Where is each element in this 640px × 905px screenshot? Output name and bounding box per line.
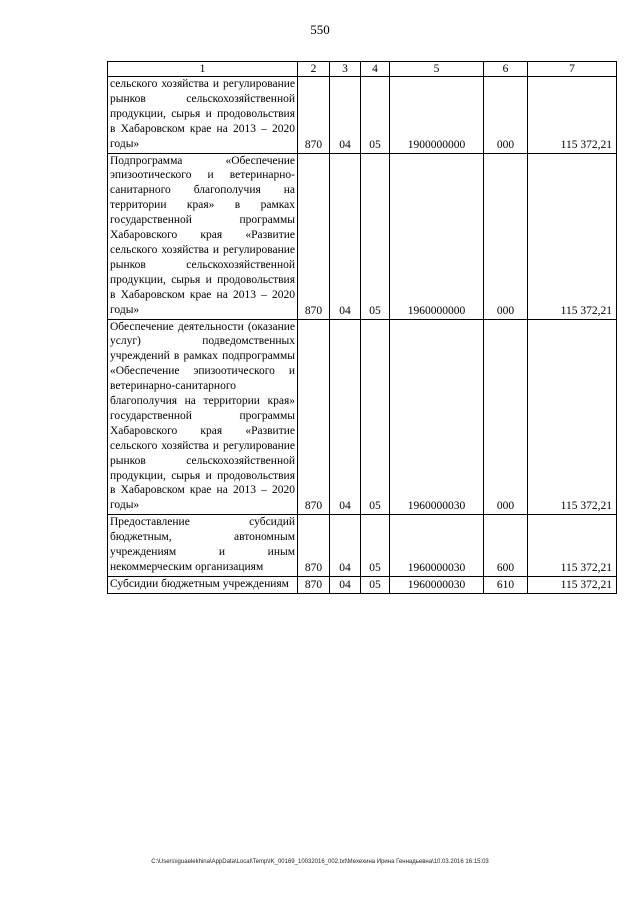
table-row	[108, 576, 617, 593]
page-number: 550	[310, 22, 330, 37]
cell-type: 000	[484, 153, 528, 319]
cell-target: 1900000000	[390, 77, 484, 154]
column-header: 7	[528, 62, 617, 77]
column-header: 2	[298, 62, 330, 77]
row-name: Подпрограмма «Обеспечение эпизоотического и ветеринарно-санитарного благополучия на территории края» в рамках государственной программы Хабаровского края «Развитие сельского хозяйства и регулирование рынков сельскохозяйственной продукции, сырья и продовольствия в Хабаровском крае на 2013 – 2020 годы»	[108, 153, 298, 319]
cell-section: 04	[330, 77, 361, 154]
column-header: 1	[108, 62, 298, 77]
table-row	[108, 319, 617, 515]
budget-table	[107, 61, 617, 594]
cell-target: 1960000030	[390, 515, 484, 577]
cell-amount: 115 372,21	[528, 319, 617, 515]
cell-subsection: 05	[361, 515, 390, 577]
table-row	[108, 515, 617, 577]
row-name: Субсидии бюджетным учреждениям	[108, 576, 298, 593]
cell-code: 870	[298, 319, 330, 515]
cell-section: 04	[330, 576, 361, 593]
cell-subsection: 05	[361, 319, 390, 515]
cell-code: 870	[298, 77, 330, 154]
cell-amount: 115 372,21	[528, 153, 617, 319]
cell-type: 000	[484, 319, 528, 515]
cell-section: 04	[330, 319, 361, 515]
column-header: 5	[390, 62, 484, 77]
cell-amount: 115 372,21	[528, 77, 617, 154]
cell-type: 600	[484, 515, 528, 577]
cell-amount: 115 372,21	[528, 515, 617, 577]
cell-type: 610	[484, 576, 528, 593]
table-row	[108, 77, 617, 154]
cell-section: 04	[330, 153, 361, 319]
cell-target: 1960000030	[390, 319, 484, 515]
cell-target: 1960000030	[390, 576, 484, 593]
row-name: Предоставление субсидий бюджетным, автономным учреждениям и иным некоммерческим организациям	[108, 515, 298, 577]
cell-subsection: 05	[361, 77, 390, 154]
cell-code: 870	[298, 515, 330, 577]
table-row	[108, 153, 617, 319]
column-header: 3	[330, 62, 361, 77]
cell-section: 04	[330, 515, 361, 577]
footer-file-path: C:\Users\iguaelekhina\AppData\Local\Temp\IK_00169_10032016_002.txt\Мехехина Ирина Геннадьевна\10.03.2016 16:15:03	[151, 859, 489, 865]
cell-code: 870	[298, 153, 330, 319]
cell-target: 1960000000	[390, 153, 484, 319]
cell-subsection: 05	[361, 153, 390, 319]
table-header-row	[108, 62, 617, 77]
cell-type: 000	[484, 77, 528, 154]
column-header: 4	[361, 62, 390, 77]
cell-code: 870	[298, 576, 330, 593]
column-header: 6	[484, 62, 528, 77]
row-name: сельского хозяйства и регулирование рынков сельскохозяйственной продукции, сырья и продовольствия в Хабаровском крае на 2013 – 2020 годы»	[108, 77, 298, 154]
row-name: Обеспечение деятельности (оказание услуг) подведомственных учреждений в рамках подпрограммы «Обеспечение эпизоотического и ветеринарно-санитарного благополучия на территории края» государственной программы Хабаровского края «Развитие сельского хозяйства и регулирование рынков сельскохозяйственной продукции, сырья и продовольствия в Хабаровском крае на 2013 – 2020 годы»	[108, 319, 298, 515]
cell-subsection: 05	[361, 576, 390, 593]
cell-amount: 115 372,21	[528, 576, 617, 593]
